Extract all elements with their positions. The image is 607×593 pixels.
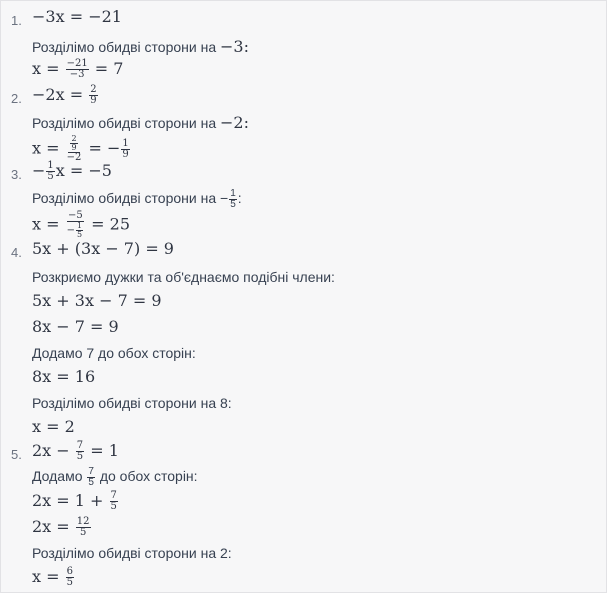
item-number: 4. — [11, 245, 22, 260]
item-number: 1. — [11, 13, 22, 28]
equation: 2x = 1 + $\frac{7}{5}$ — [32, 490, 117, 512]
result-equation: x = $\frac{\frac{2}{9}}{-2}$ = − $\frac{1}{9}$ — [32, 134, 129, 163]
item-number: 3. — [11, 167, 22, 182]
step-text: Розділімо обидві сторони на − $\frac{1}{5}$ : — [32, 188, 242, 210]
equation: 8x − 7 = 9 — [32, 317, 119, 336]
equation: 2x − $\frac{7}{5}$ = 1 — [32, 440, 119, 462]
item-number: 2. — [11, 91, 22, 106]
equation: 8x = 16 — [32, 367, 96, 386]
item-number: 5. — [11, 447, 22, 462]
equation: x = 2 — [32, 417, 75, 436]
result-equation: x = $\frac{-21}{-3}$ = 7 — [32, 58, 124, 80]
step-text: Розділімо обидві сторони на −3: — [32, 37, 249, 56]
equation: −2x = $\frac{2}{9}$ — [32, 84, 97, 106]
step-text: Додамо $\frac{7}{5}$ до обох сторін: — [32, 466, 198, 488]
equation: 5x + (3x − 7) = 9 — [32, 239, 174, 258]
equation: x = $\frac{6}{5}$ — [32, 566, 73, 588]
step-text: Додамо 7 до обох сторін: — [32, 345, 196, 361]
equation: 5x + 3x − 7 = 9 — [32, 291, 162, 310]
step-text: Розкриємо дужки та об'єднаємо подібні члени: — [32, 269, 335, 285]
equation: 2x = $\frac{12}{5}$ — [32, 516, 90, 538]
result-equation: x = −5 − $\frac{1}{5}$ = 25 — [32, 210, 131, 239]
equation: −3x = −21 — [32, 7, 122, 26]
step-text: Розділімо обидві сторони на 8: — [32, 395, 232, 411]
equation: − $\frac{1}{5}$ x = −5 — [32, 160, 112, 182]
step-text: Розділімо обидві сторони на −2: — [32, 113, 249, 132]
step-text: Розділімо обидві сторони на 2: — [32, 545, 232, 561]
